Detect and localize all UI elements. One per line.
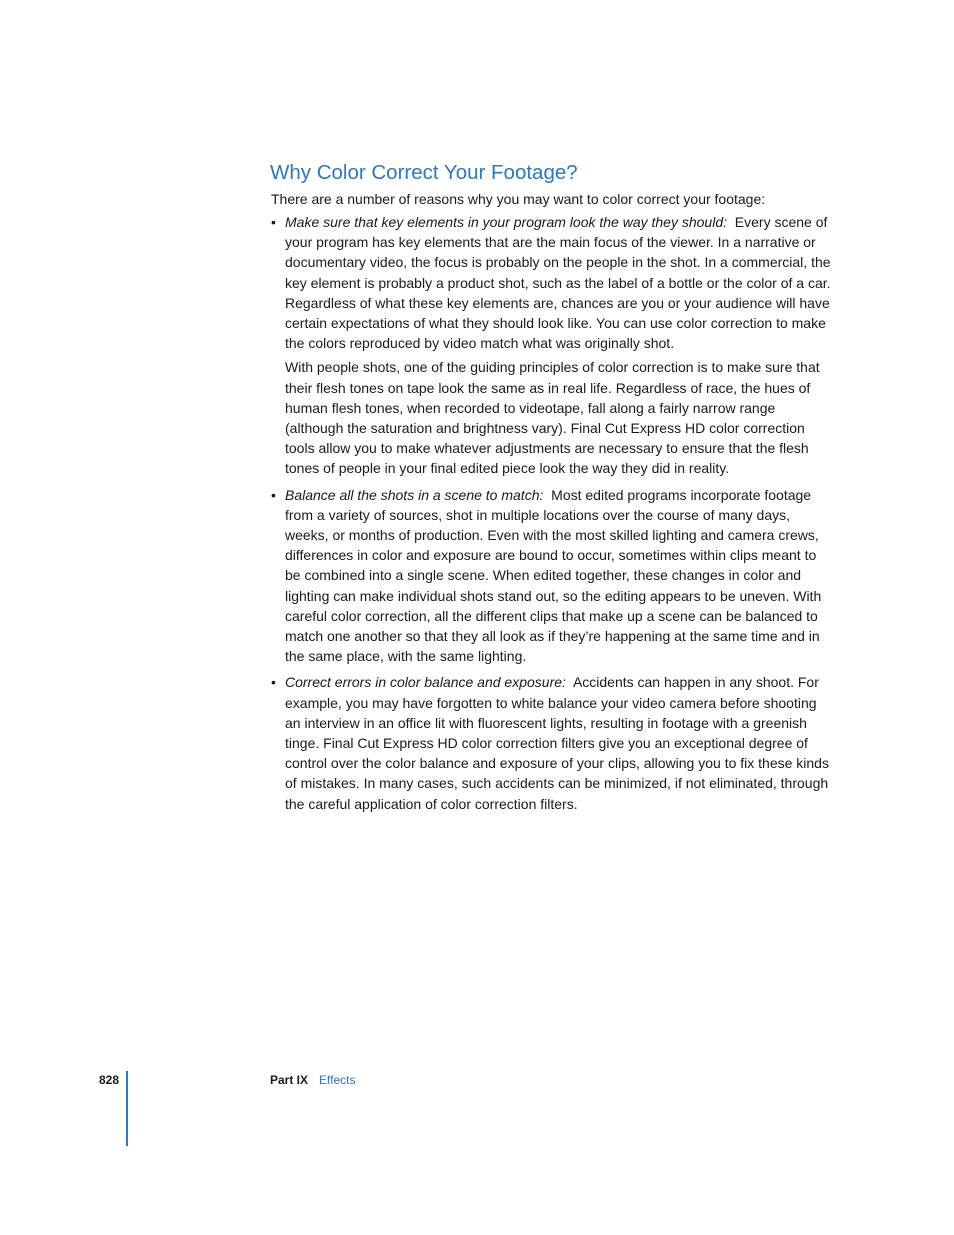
footer-divider — [126, 1071, 128, 1146]
bullet-text: Every scene of your program has key elements that are the main focus of the viewer. In a narrative or documentary video, the focus is probably on the people in the shot. In a commercial, the key element is probably a product shot, such as the label of a bottle or the color of a car. Regardless of what these key elements are, chances are you or your audience will have certain expectations of what they should look like. You can use color correction to make the colors reproduced by video match what was originally shot. — [285, 214, 831, 352]
bullet-paragraph — [285, 485, 831, 667]
bullet-lead: Correct errors in color balance and exposure: — [285, 674, 566, 691]
bullet-extra-paragraph: With people shots, one of the guiding principles of color correction is to make sure that their flesh tones on tape look the same as in real life. Regardless of race, the hues of human flesh tones, when recorded to videotape, fall along a fairly narrow range (although the saturation and brightness vary). Final Cut Express HD color correction tools allow you to make whatever adjustments are necessary to ensure that the flesh tones of people in your final edited piece look the way they did in reality. — [285, 359, 820, 477]
bullet-list — [271, 212, 831, 814]
page-number: 828 — [99, 1073, 120, 1087]
bullet-item-balance-shots — [271, 485, 831, 667]
bullet-marker: • — [271, 214, 276, 230]
bullet-paragraph — [285, 672, 831, 813]
bullet-lead: Make sure that key elements in your program look the way they should: — [285, 214, 727, 230]
footer-section-label: Effects — [319, 1073, 356, 1087]
bullet-item-correct-errors — [271, 672, 831, 813]
intro-paragraph: There are a number of reasons why you may want to color correct your footage: — [271, 191, 766, 207]
bullet-marker: • — [271, 486, 276, 503]
bullet-item-key-elements — [271, 212, 831, 479]
bullet-lead: Balance all the shots in a scene to match: — [285, 486, 544, 503]
section-heading: Why Color Correct Your Footage? — [270, 161, 578, 184]
bullet-paragraph — [285, 212, 831, 353]
bullet-text: Accidents can happen in any shoot. For example, you may have forgotten to white balance your video camera before shooting an interview in an office lit with fluorescent lights, resulting in footage with a greenish tinge. Final Cut Express HD color correction filters give you an exceptional degree of control over the color balance and exposure of your clips, allowing you to fix these kinds of mistakes. In many cases, such accidents can be minimized, if not eliminated, through the careful application of color correction filters. — [285, 674, 829, 812]
footer-part-label: Part IX — [270, 1073, 309, 1087]
bullet-marker: • — [271, 674, 276, 691]
bullet-text: Most edited programs incorporate footage from a variety of sources, shot in multiple locations over the course of many days, weeks, or months of production. Even with the most skilled lighting and camera crews, differences in color and exposure are bound to occur, sometimes within clips meant to be combined into a single scene. When edited together, these changes in color and lighting can make individual shots stand out, so the editing appears to be uneven. With careful color correction, all the different clips that make up a scene can be balanced to match one another so that they all look as if they’re happening at the same time and in the same place, with the same lighting. — [285, 486, 822, 665]
